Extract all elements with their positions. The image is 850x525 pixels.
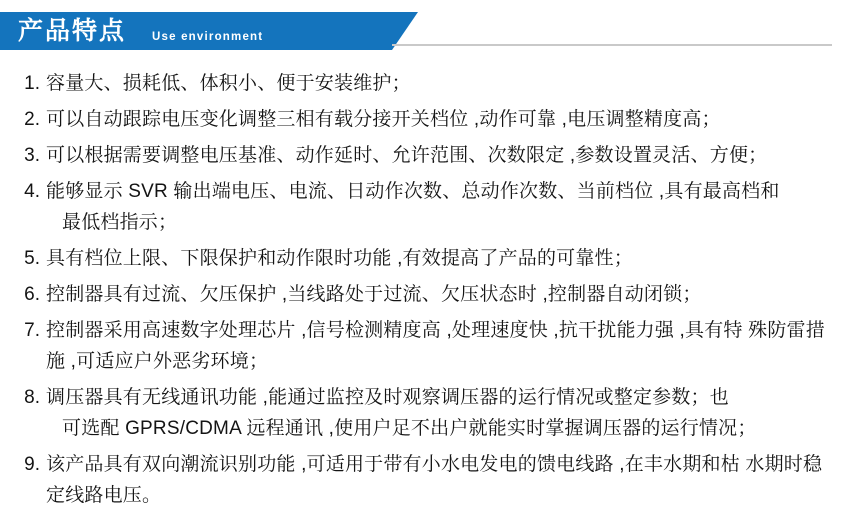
list-item-line: 该产品具有双向潮流识别功能 ,可适用于带有小水电发电的馈电线路 ,在丰水期和枯: [46, 454, 740, 475]
list-item: [14, 176, 836, 238]
page-title: 产品特点: [18, 17, 127, 45]
list-item-text: [46, 279, 836, 310]
list-item-text: [46, 68, 836, 99]
list-item-line: 控制器采用高速数字处理芯片 ,信号检测精度高 ,处理速度快 ,抗干扰能力强 ,具有特: [46, 320, 743, 341]
list-item-number: 1.: [24, 73, 40, 94]
list-item: [14, 104, 836, 135]
list-item: [14, 449, 836, 511]
list-item-text: [46, 140, 836, 171]
list-item-text: [46, 449, 836, 511]
list-item: [14, 279, 836, 310]
list-item-line: 具有档位上限、下限保护和动作限时功能 ,有效提高了产品的可靠性；: [46, 248, 633, 269]
list-item-text: [46, 315, 836, 377]
list-item-number: 3.: [24, 145, 40, 166]
list-item-number: 7.: [24, 320, 40, 341]
page-subtitle: Use environment: [152, 31, 264, 43]
list-item-line: 殊防雷措施 ,可适应户外恶劣环境；: [46, 320, 825, 372]
list-item-line: 可以根据需要调整电压基准、动作延时、允许范围、次数限定 ,参数设置灵活、方便；: [46, 145, 768, 166]
list-item: [14, 140, 836, 171]
list-item: [14, 243, 836, 274]
list-item-text: [46, 243, 836, 274]
list-item-number: 6.: [24, 284, 40, 305]
list-item-line: 控制器具有过流、欠压保护 ,当线路处于过流、欠压状态时 ,控制器自动闭锁；: [46, 284, 702, 305]
list-item-number: 9.: [24, 454, 40, 475]
list-item-number: 2.: [24, 109, 40, 130]
list-item-line: 容量大、损耗低、体积小、便于安装维护；: [46, 73, 411, 94]
list-item-line: 调压器具有无线通讯功能 ,能通过监控及时观察调压器的运行情况或整定参数；也: [46, 387, 729, 408]
feature-list: [0, 68, 850, 511]
list-item: [14, 315, 836, 377]
list-item-number: 5.: [24, 248, 40, 269]
list-item-number: 4.: [24, 181, 40, 202]
list-item-number: 8.: [24, 387, 40, 408]
list-item-line: 可选配 GPRS/CDMA 远程通讯 ,使用户足不出户就能实时掌握调压器的运行情况；: [62, 418, 757, 439]
list-item-line: 可以自动跟踪电压变化调整三相有载分接开关档位 ,动作可靠 ,电压调整精度高；: [46, 109, 721, 130]
list-item-text: [46, 104, 836, 135]
header-underline: [392, 44, 832, 46]
list-item: [14, 382, 836, 444]
list-item-text: [46, 176, 836, 238]
section-header: [0, 8, 850, 54]
list-item-line: 能够显示 SVR 输出端电压、电流、日动作次数、总动作次数、当前档位 ,具有最高档和: [46, 181, 780, 202]
list-item-line: 水期时稳定线路电压。: [46, 454, 823, 506]
list-item-text: [46, 382, 836, 444]
list-item: [14, 68, 836, 99]
list-item-line: 最低档指示；: [62, 212, 178, 233]
